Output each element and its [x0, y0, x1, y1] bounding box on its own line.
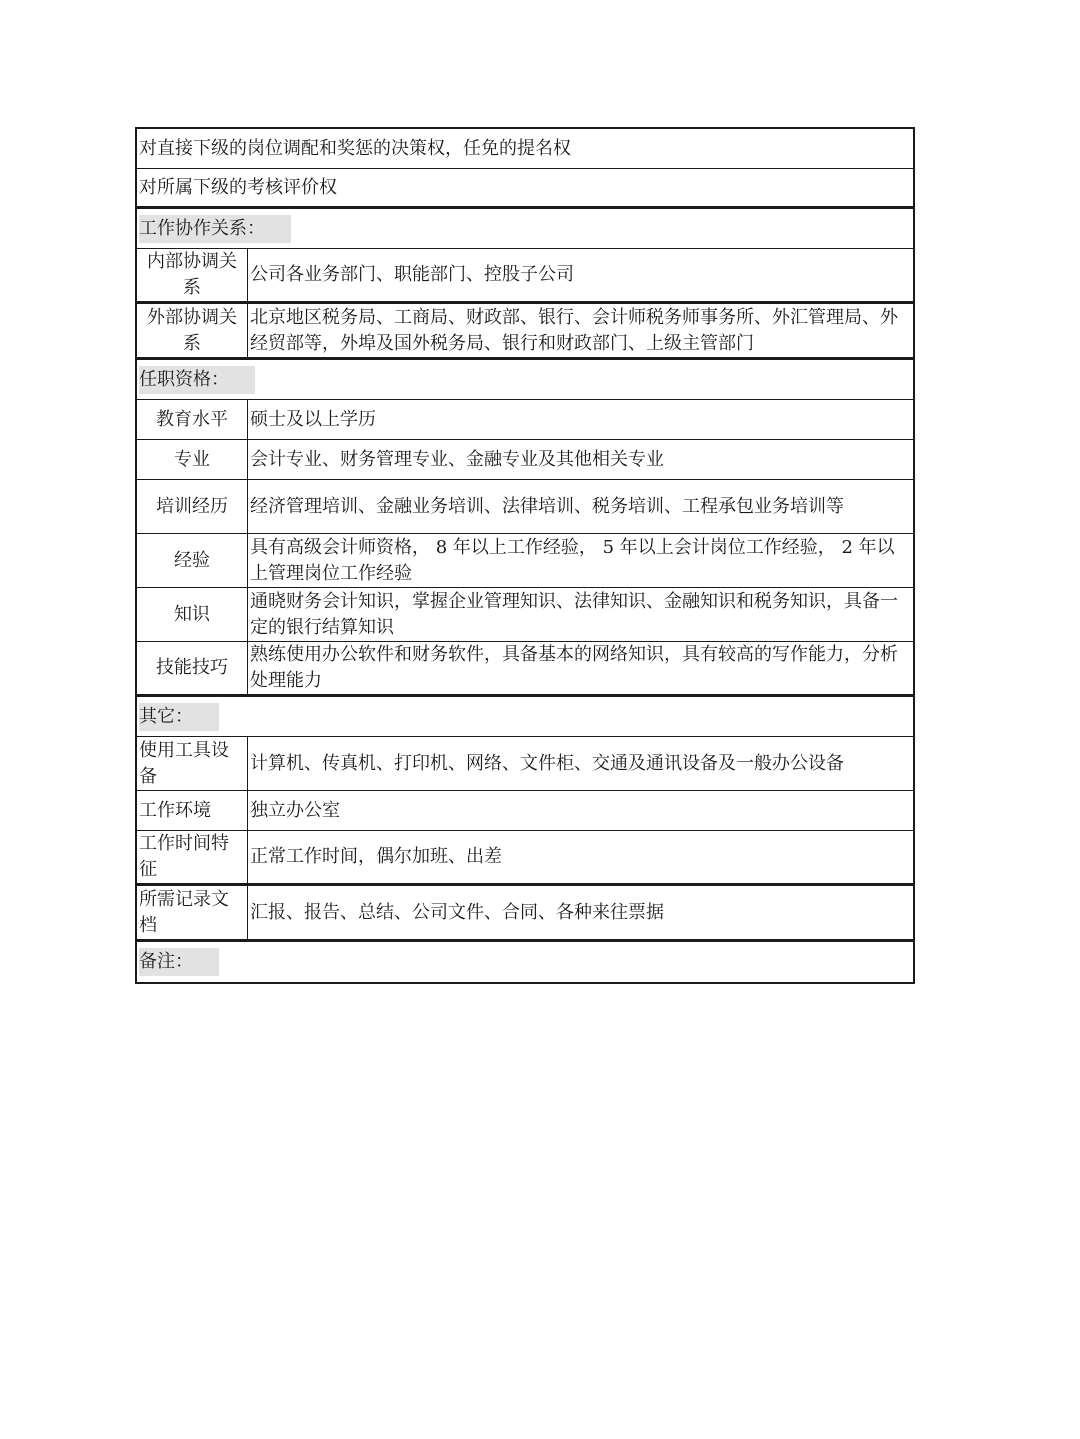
external-coordination-row: [137, 304, 913, 360]
tools-row: [137, 737, 913, 791]
skills-row: [137, 642, 913, 697]
notes-header-label: 备注：: [139, 948, 219, 976]
environment-label: 工作环境: [139, 799, 211, 821]
skills-value: 熟练使用办公软件和财务软件，具备基本的网络知识，具有较高的写作能力，分析处理能力: [250, 644, 898, 691]
qualifications-section-header: [137, 360, 913, 400]
experience-row: [137, 534, 913, 588]
experience-label: 经验: [174, 549, 210, 571]
tools-label: 使用工具设备: [139, 739, 229, 787]
records-value: 汇报、报告、总结、公司文件、合同、各种来往票据: [250, 901, 664, 923]
knowledge-value: 通晓财务会计知识，掌握企业管理知识、法律知识、金融知识和税务知识，具备一定的银行结算知识: [250, 590, 898, 638]
education-label: 教育水平: [156, 408, 228, 430]
authority-row: [137, 129, 913, 169]
training-label: 培训经历: [156, 495, 228, 517]
records-row: [137, 886, 913, 942]
skills-label: 技能技巧: [156, 657, 228, 678]
work-time-value: 正常工作时间，偶尔加班、出差: [250, 846, 502, 867]
qualifications-header-label: 任职资格：: [139, 366, 255, 394]
education-row: [137, 400, 913, 440]
major-row: [137, 440, 913, 480]
education-value: 硕士及以上学历: [250, 408, 376, 430]
knowledge-row: [137, 588, 913, 642]
environment-row: [137, 791, 913, 831]
tools-value: 计算机、传真机、打印机、网络、文件柜、交通及通讯设备及一般办公设备: [250, 752, 844, 774]
job-description-table: [135, 127, 915, 984]
work-time-label: 工作时间特征: [139, 833, 229, 880]
training-row: [137, 480, 913, 534]
environment-value: 独立办公室: [250, 799, 340, 821]
internal-coordination-value: 公司各业务部门、职能部门、控股子公司: [250, 264, 574, 285]
collab-header-label: 工作协作关系：: [139, 215, 291, 243]
evaluation-row: [137, 169, 913, 209]
collab-section-header: [137, 209, 913, 249]
external-coordination-label: 外部协调关系: [147, 306, 237, 354]
records-label: 所需记录文档: [139, 888, 229, 936]
evaluation-text: 对所属下级的考核评价权: [139, 176, 337, 198]
major-label: 专业: [174, 448, 210, 470]
internal-coordination-label: 内部协调关系: [147, 251, 237, 298]
training-value: 经济管理培训、金融业务培训、法律培训、税务培训、工程承包业务培训等: [250, 495, 844, 517]
authority-text: 对直接下级的岗位调配和奖惩的决策权，任免的提名权: [139, 137, 571, 159]
knowledge-label: 知识: [174, 603, 210, 625]
external-coordination-value: 北京地区税务局、工商局、财政部、银行、会计师税务师事务所、外汇管理局、外经贸部等，外埠及国外税务局、银行和财政部门、上级主管部门: [250, 306, 898, 354]
internal-coordination-row: [137, 249, 913, 304]
major-value: 会计专业、财务管理专业、金融专业及其他相关专业: [250, 448, 664, 470]
experience-value: 具有高级会计师资格， 8 年以上工作经验， 5 年以上会计岗位工作经验， 2 年以上管理岗位工作经验: [250, 536, 895, 584]
other-section-header: [137, 697, 913, 737]
work-time-row: [137, 831, 913, 886]
notes-row: [137, 942, 913, 982]
other-header-label: 其它：: [139, 703, 219, 731]
